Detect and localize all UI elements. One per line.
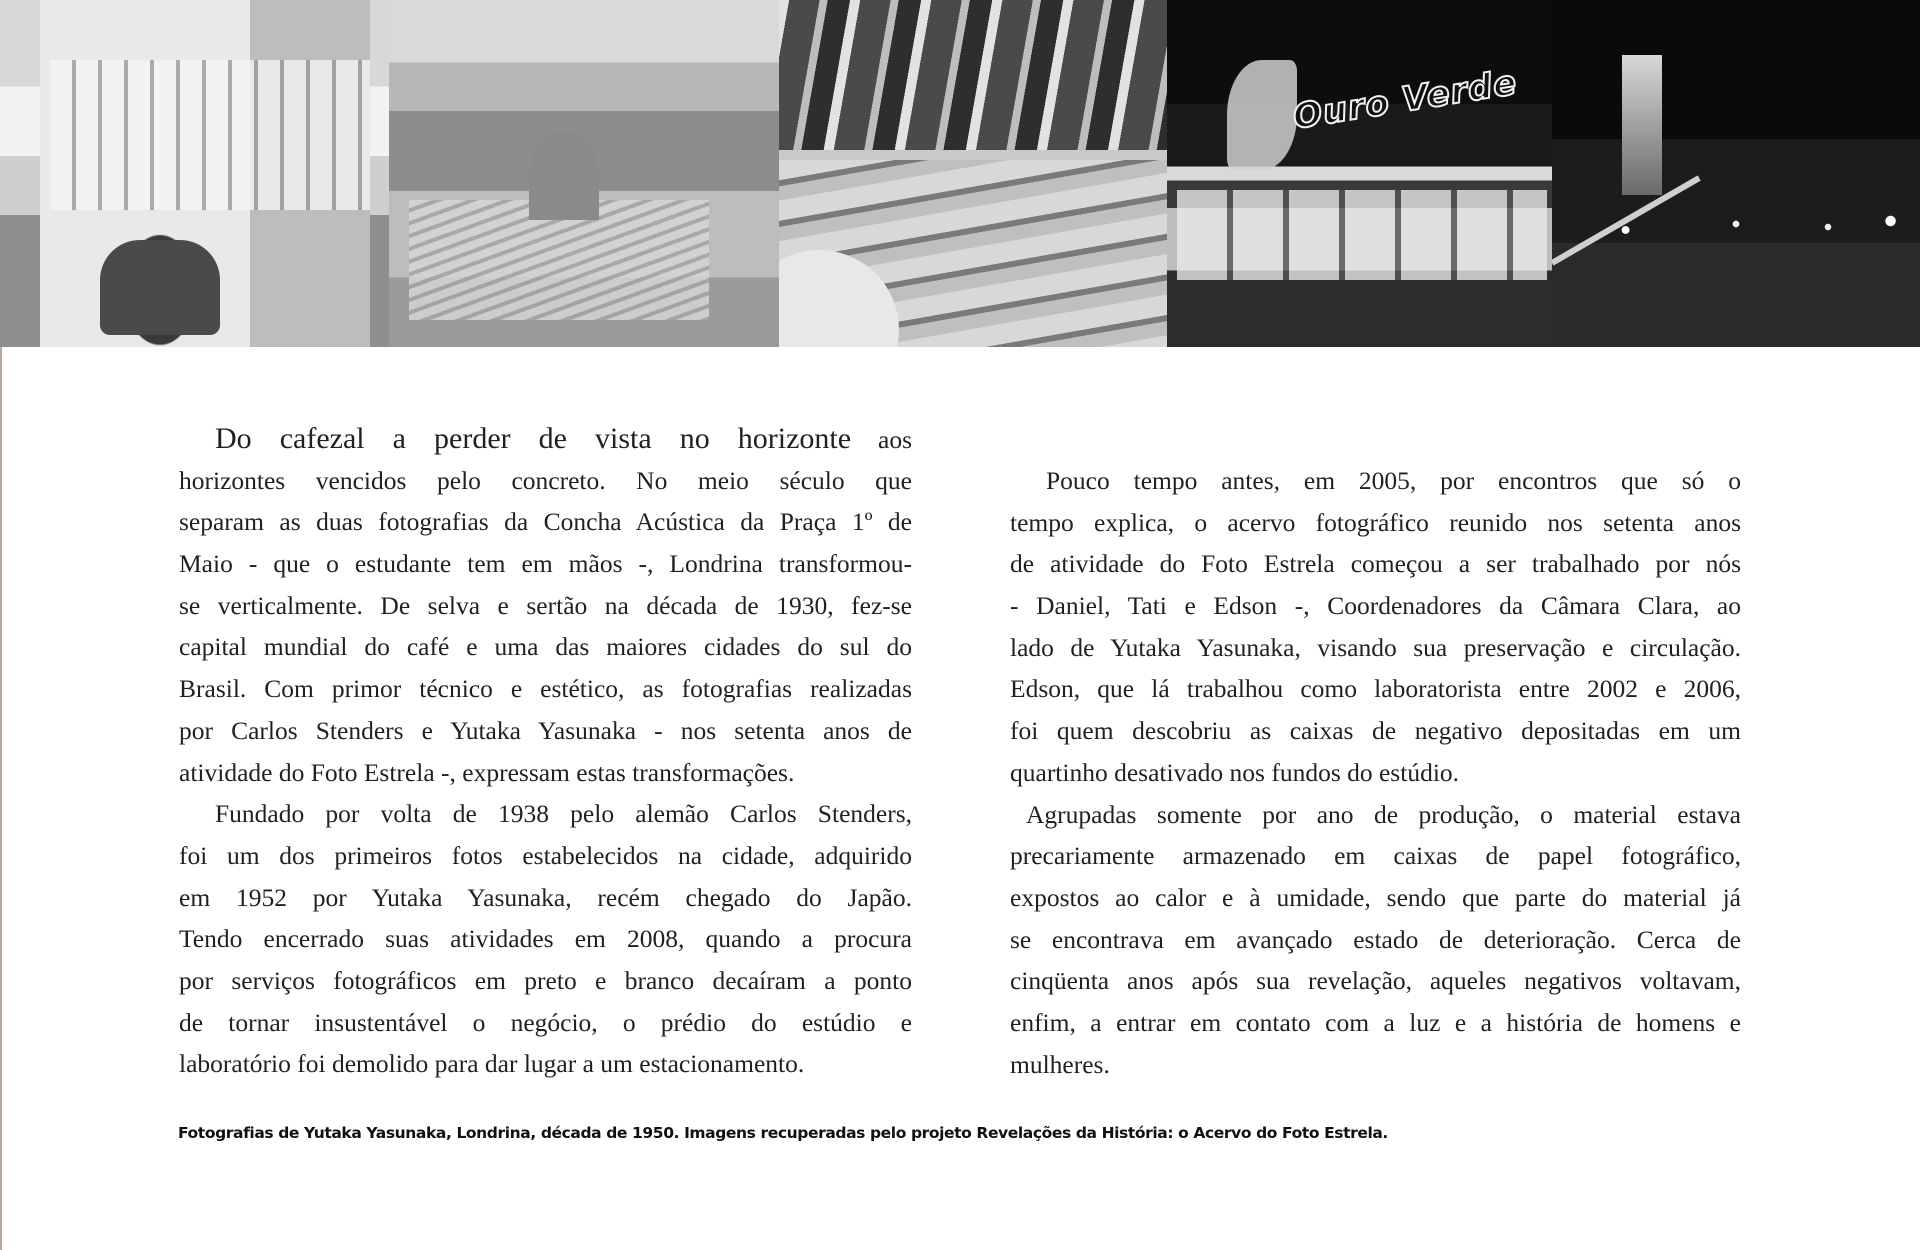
paragraph <box>179 418 912 793</box>
photo-tower-street <box>779 0 1167 347</box>
text-line: por Carlos Stenders e Yutaka Yasunaka - nos setenta anos de <box>179 715 912 745</box>
paragraph <box>1010 460 1741 794</box>
text-line: por serviços fotográficos em preto e branco decaíram a ponto <box>179 965 912 995</box>
page-edge <box>0 347 2 1250</box>
text-line: Agrupadas somente por ano de produção, o material estava <box>1026 799 1741 829</box>
paragraph <box>1010 794 1741 1086</box>
photo-acoustic-shell <box>529 130 599 220</box>
text-line: se verticalmente. De selva e sertão na década de 1930, fez-se <box>179 590 912 620</box>
photo-lit-tower <box>1622 55 1662 195</box>
text-line: Fundado por volta de 1938 pelo alemão Carlos Stenders, <box>215 799 912 829</box>
photo-vintage-car <box>100 240 220 335</box>
photo-building-street <box>0 0 389 347</box>
text-line: Pouco tempo antes, em 2005, por encontros que só o <box>1046 466 1741 495</box>
text-line: Tendo encerrado suas atividades em 2008, quando a procura <box>179 924 912 954</box>
text-line: horizontes vencidos pelo concreto. No meio século que <box>179 465 912 495</box>
text-line: mulheres. <box>1010 1049 1110 1079</box>
text-line: de tornar insustentável o negócio, o prédio do estúdio e <box>179 1007 912 1037</box>
text-line: Edson, que lá trabalhou como laboratorista entre 2002 e 2006, <box>1010 674 1741 704</box>
photo-building-facade <box>50 60 370 210</box>
text-line: foi um dos primeiros fotos estabelecidos na cidade, adquirido <box>179 840 912 870</box>
text-line: de atividade do Foto Estrela começou a ser trabalhado por nós <box>1010 549 1741 579</box>
text-line: enfim, a entrar em contato com a luz e a história de homens e <box>1010 1007 1741 1037</box>
text-line: se encontrava em avançado estado de deterioração. Cerca de <box>1010 924 1741 954</box>
text-line: separam as duas fotografias da Concha Acústica da Praça 1º de <box>179 507 912 537</box>
paragraph <box>179 793 912 1085</box>
text-column-left <box>179 418 912 1085</box>
text-line: Brasil. Com primor técnico e estético, as fotografias realizadas <box>179 674 912 704</box>
text-column-right <box>1010 460 1741 1085</box>
text-line: expostos ao calor e à umidade, sendo que parte do material já <box>1010 882 1741 912</box>
photo-cinema-facade <box>1177 190 1547 280</box>
photo-ouro-verde-cinema <box>1167 0 1552 347</box>
text-line: precariamente armazenado em caixas de papel fotográfico, <box>1010 841 1741 871</box>
text-line: laboratório foi demolido para dar lugar a um estacionamento. <box>179 1049 805 1079</box>
photo-leaf-logo <box>1227 60 1297 170</box>
text-line: atividade do Foto Estrela -, expressam estas transformações. <box>179 757 795 787</box>
text-line: Do cafezal a perder de vista no horizonte aos <box>215 422 912 455</box>
text-line: quartinho desativado nos fundos do estúdio. <box>1010 757 1460 787</box>
text-line: - Daniel, Tati e Edson -, Coordenadores da Câmara Clara, ao <box>1010 591 1741 621</box>
text-line: foi quem descobriu as caixas de negativo depositadas em um <box>1010 716 1741 746</box>
photo-ouro-verde-sign: Ouro Verde <box>1290 62 1520 138</box>
photo-night-street <box>1552 0 1920 347</box>
text-line: em 1952 por Yutaka Yasunaka, recém chegado do Japão. <box>179 882 912 912</box>
text-line: capital mundial do café e uma das maiores cidades do sul do <box>179 632 912 662</box>
text-line: Maio - que o estudante tem em mãos -, Londrina transformou- <box>179 549 912 579</box>
photo-strip <box>0 0 1920 347</box>
lead-phrase: Do cafezal a perder de vista no horizonte <box>215 422 852 455</box>
text-line: lado de Yutaka Yasunaka, visando sua preservação e circulação. <box>1010 632 1741 662</box>
photo-concha-acustica <box>389 0 779 347</box>
text-line: cinqüenta anos após sua revelação, aqueles negativos voltavam, <box>1010 966 1741 996</box>
text-line: tempo explica, o acervo fotográfico reunido nos setenta anos <box>1010 507 1741 537</box>
photo-caption: Fotografias de Yutaka Yasunaka, Londrina, década de 1950. Imagens recuperadas pelo projeto Revelações da História: o Acervo do Foto Estrela. <box>178 1124 1388 1142</box>
photo-tower <box>779 0 1167 150</box>
